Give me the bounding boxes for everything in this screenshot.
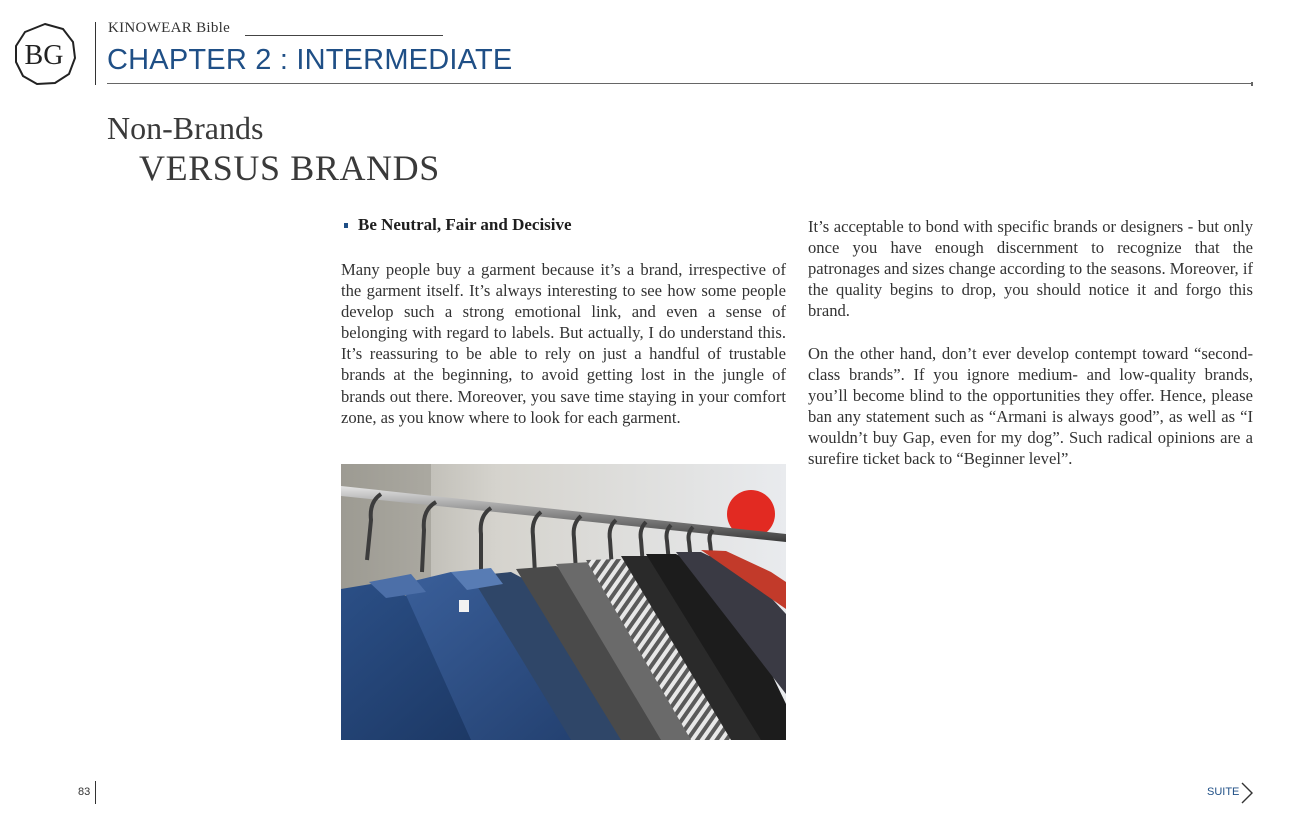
paragraph-2: It’s acceptable to bond with specific brands or designers - but only once you have enough discernment to recognize that the patronages and sizes change according to the seasons. Moreover, if the quality begins to drop, you should notice it and forgo this brand. xyxy=(808,217,1253,321)
logo-bg-icon xyxy=(13,22,77,86)
bullet-icon xyxy=(344,223,348,228)
header-rule xyxy=(107,83,1253,84)
subheading-text: Be Neutral, Fair and Decisive xyxy=(358,215,572,234)
header-rule-end xyxy=(1251,82,1253,86)
header-divider xyxy=(95,22,96,85)
chevron-right-icon[interactable] xyxy=(1240,781,1254,805)
page-title-line1: Non-Brands xyxy=(107,110,264,146)
page-title-line2: VERSUS BRANDS xyxy=(139,148,440,188)
clothes-rack-photo xyxy=(341,464,786,740)
page-number: 83 xyxy=(78,786,91,798)
chapter-title: CHAPTER 2 : INTERMEDIATE xyxy=(107,44,513,76)
book-name-rule xyxy=(245,35,443,36)
paragraph-1: Many people buy a garment because it’s a brand, irrespective of the garment itself. It’s always interesting to see how some people develop such a strong emotional link, and even a sense of belonging with regard to labels. But actually, I do understand this. It’s reassuring to be able to rely on just a handful of trustable brands at the beginning, to avoid getting lost in the jungle of brands out there. Moreover, you save time staying in your comfort zone, as you know where to look for each garment. xyxy=(341,260,786,427)
paragraph-3: On the other hand, don’t ever develop contempt toward “second-class brands”. If you ignore medium- and low-quality brands, you’ll become blind to the opportunities they offer. Hence, please ban any statement such as “Armani is always good”, as well as “I wouldn’t buy Gap, even for my dog”. Such radical opinions are a surefire ticket back to “Beginner level”. xyxy=(808,344,1253,469)
footer-divider xyxy=(95,781,96,804)
section-subheading xyxy=(344,215,572,235)
next-page-link[interactable]: SUITE xyxy=(1207,786,1240,798)
book-name: KINOWEAR Bible xyxy=(108,20,231,36)
logo-text: BG xyxy=(24,40,64,71)
